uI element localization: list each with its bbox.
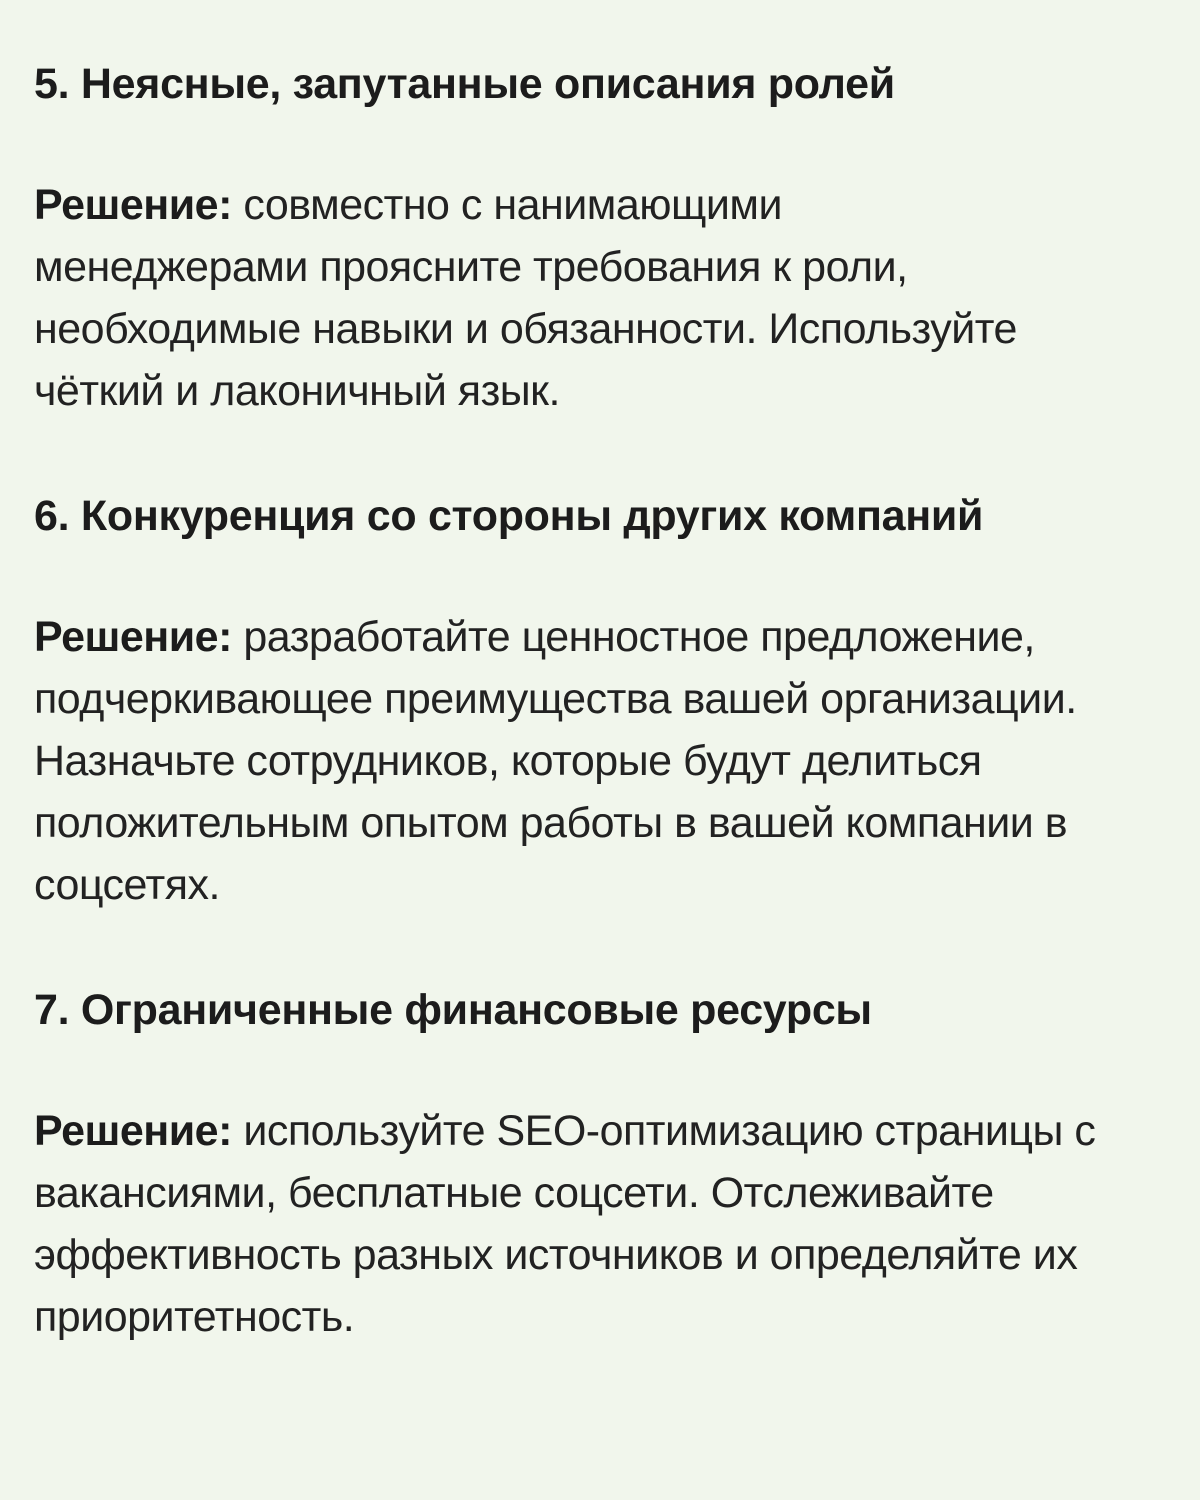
solution-paragraph <box>34 174 1044 422</box>
solution-paragraph <box>34 1100 1144 1348</box>
solution-label: Решение: <box>34 613 232 661</box>
solution-text: совместно с нанимающими менеджерами проясните требования к роли, необходимые навыки и обязанности. Используйте чёткий и лаконичный язык. <box>34 181 1017 415</box>
solution-label: Решение: <box>34 181 232 229</box>
section-competition <box>34 484 1170 916</box>
section-heading: 6. Конкуренция со стороны других компаний <box>34 492 984 540</box>
solution-text: разработайте ценностное предложение, подчеркивающее преимущества вашей организации. Назначьте сотрудников, которые будут делиться положительным опытом работы в вашей компании в соцсетях. <box>34 613 1077 909</box>
section-unclear-roles <box>34 52 1170 422</box>
section-limited-finances <box>34 978 1170 1348</box>
solution-paragraph <box>34 606 1144 916</box>
solution-text: используйте SEO-оптимизацию страницы с вакансиями, бесплатные соцсети. Отслеживайте эффективность разных источников и определяйте их приоритетность. <box>34 1107 1096 1341</box>
section-heading: 7. Ограниченные финансовые ресурсы <box>34 986 872 1034</box>
solution-label: Решение: <box>34 1107 232 1155</box>
section-heading: 5. Неясные, запутанные описания ролей <box>34 60 895 108</box>
